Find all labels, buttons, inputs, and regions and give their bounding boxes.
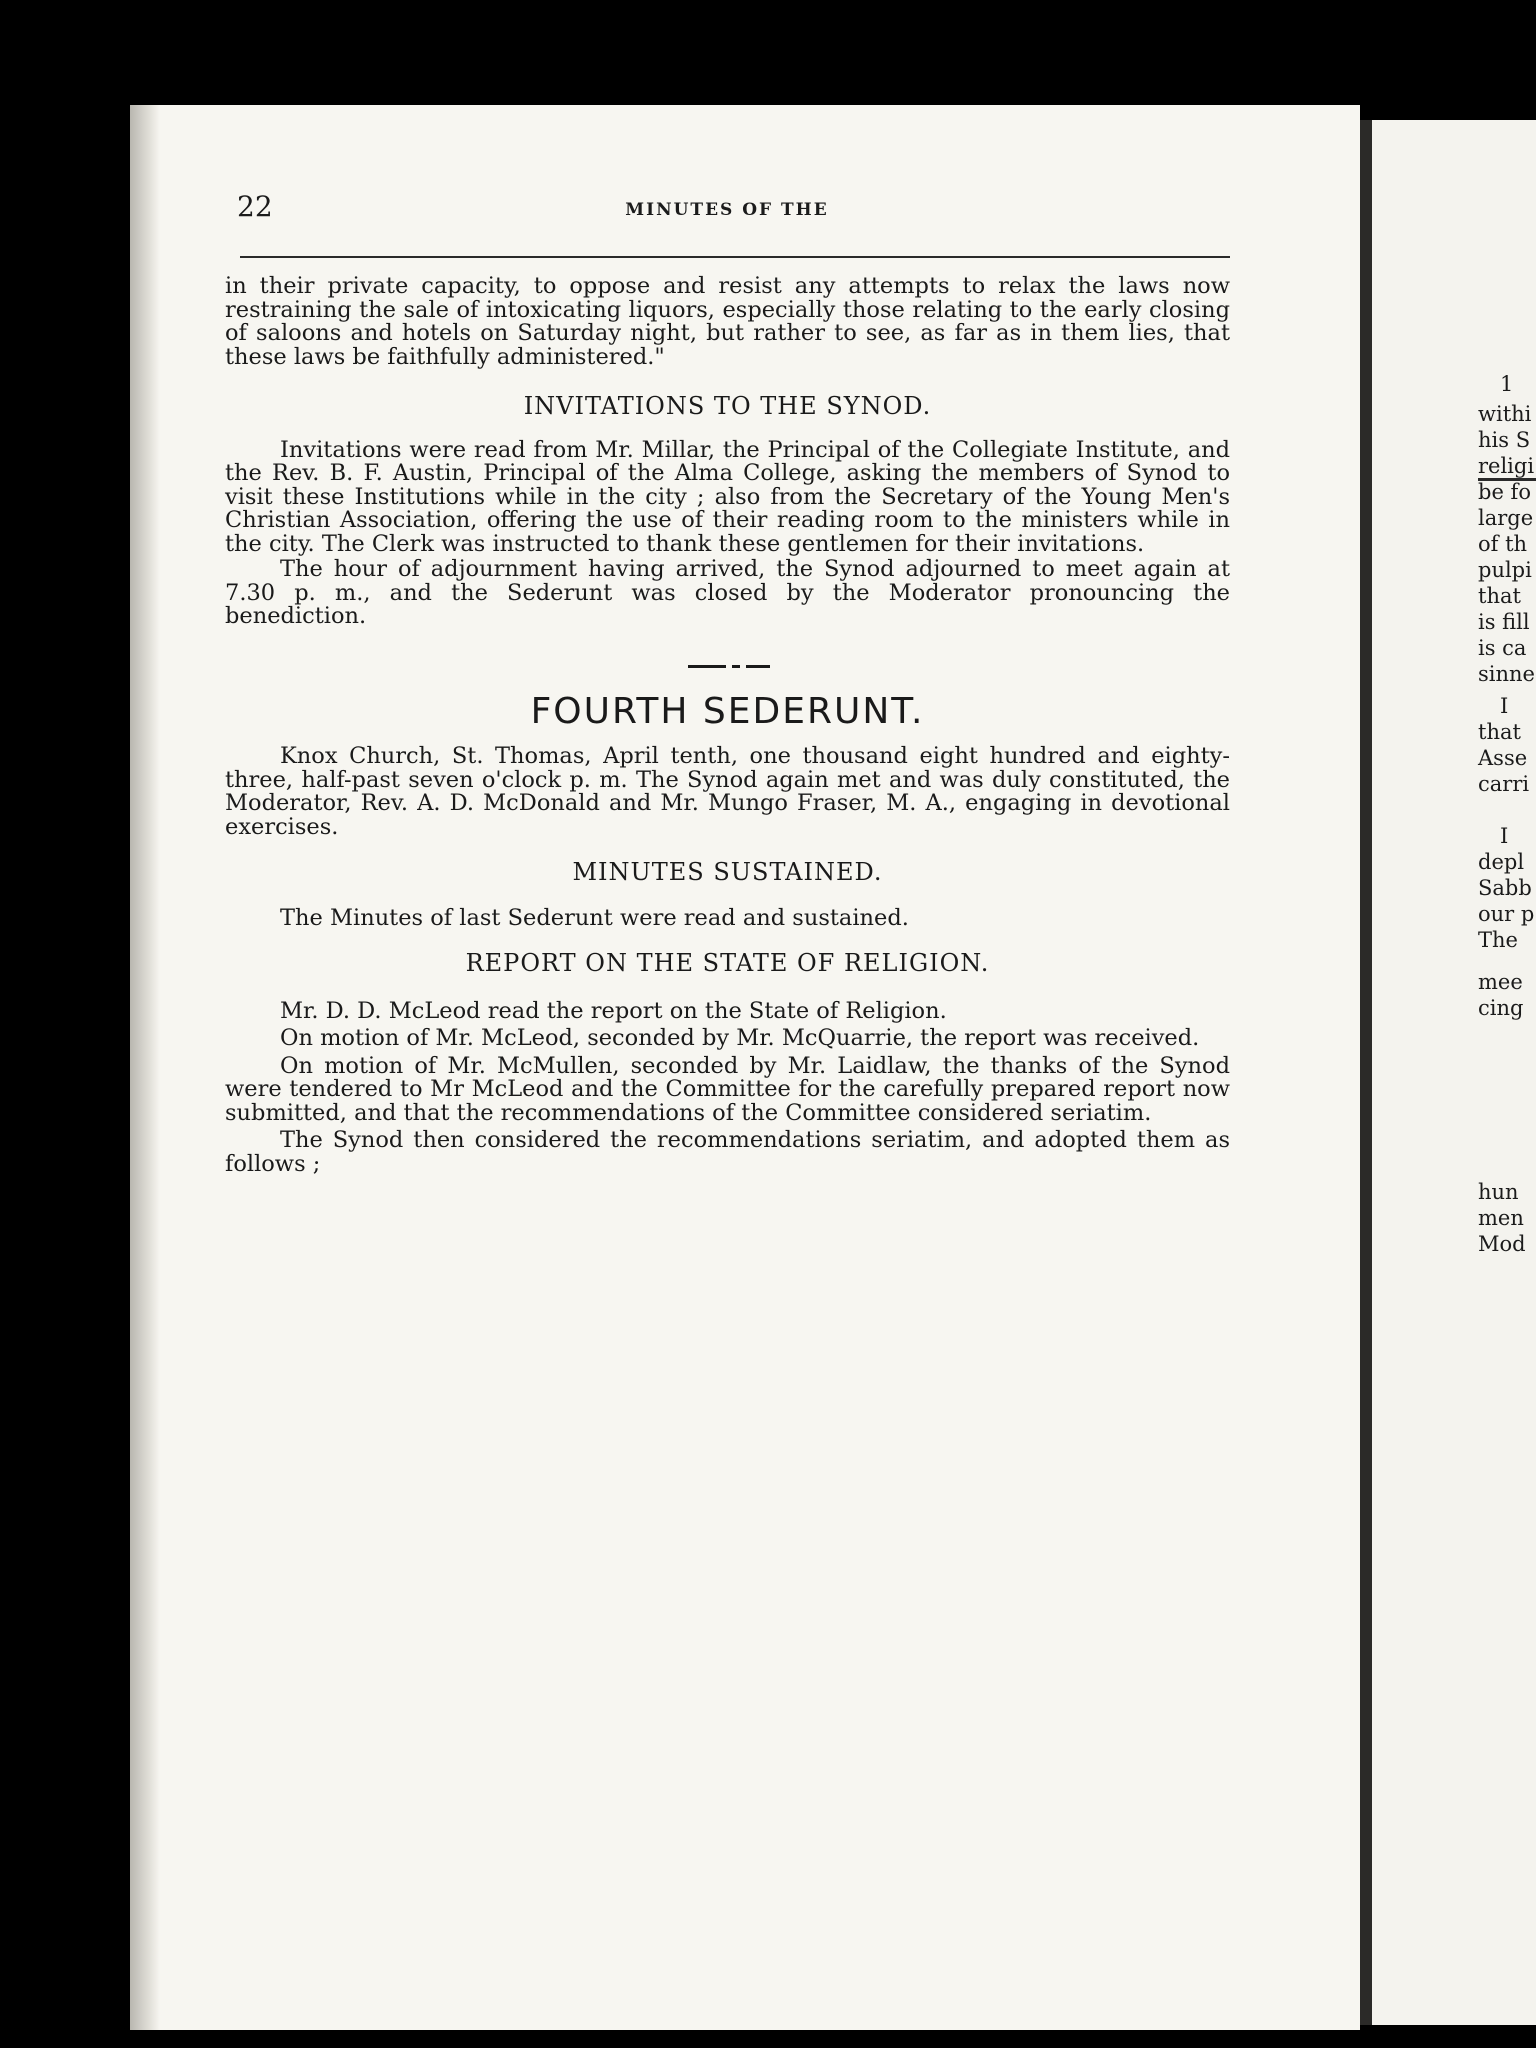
facing-page-line: hun: [1478, 1180, 1519, 1204]
facing-page-line: that: [1478, 584, 1521, 608]
fourth-sederunt-paragraph: Knox Church, St. Thomas, April tenth, one thousand eight hundred and eighty-three, half-past seven o'clock p. m. The Synod again met and was duly constituted, the Moderator, Rev. A. D. McDonald and Mr. Mungo Fraser, M. A., engaging in devotional exercises.: [225, 743, 1230, 840]
facing-page-line: that: [1478, 720, 1521, 744]
facing-page-line: Asse: [1478, 746, 1528, 770]
facing-page-line: mee: [1478, 970, 1523, 994]
facing-page-line: large: [1478, 506, 1534, 530]
report-paragraph-1: Mr. D. D. McLeod read the report on the State of Religion.: [280, 997, 947, 1024]
facing-page-line: his S: [1478, 428, 1531, 452]
facing-page-line: religi: [1478, 454, 1535, 478]
facing-page-line: of th: [1478, 532, 1528, 556]
page-header: [232, 190, 1222, 250]
opening-paragraph: in their private capacity, to oppose and resist any attempts to relax the laws now restraining the sale of intoxicating liquors, especially those relating to the early closing of saloons and hotels on Saturday night, but rather to see, as far as in them lies, that these laws be faithfully administered.": [225, 273, 1230, 370]
facing-page-line: cing: [1478, 996, 1524, 1020]
header-rule: [240, 256, 1230, 258]
page-binding-edge: [130, 105, 160, 2030]
facing-page-line: men: [1478, 1206, 1524, 1230]
facing-page-line: our p: [1478, 902, 1535, 926]
page-number: 22: [237, 190, 273, 223]
page-body: [225, 275, 1230, 1176]
report-paragraph-2: On motion of Mr. McLeod, seconded by Mr. McQuarrie, the report was received.: [280, 1025, 1200, 1051]
report-paragraph-4: The Synod then considered the recommendations seriatim, and adopted them as follows ;: [225, 1127, 1230, 1177]
facing-page-line: depl: [1478, 850, 1525, 874]
facing-page-line: carri: [1478, 772, 1530, 796]
facing-page-line: pulpi: [1478, 558, 1532, 582]
heading-fourth-sederunt: FOURTH SEDERUNT.: [530, 690, 925, 732]
facing-page-line: I: [1500, 694, 1509, 718]
running-head: MINUTES OF THE: [625, 200, 829, 220]
facing-page-line: is ca: [1478, 636, 1527, 660]
heading-minutes-sustained: MINUTES SUSTAINED.: [572, 858, 883, 886]
minutes-paragraph: The Minutes of last Sederunt were read and sustained.: [280, 904, 909, 931]
section-ornament: [688, 665, 768, 668]
invitations-paragraph: Invitations were read from Mr. Millar, the Principal of the Collegiate Institute, and the Rev. B. F. Austin, Principal of the Alma College, asking the members of Synod to visit these Institutions while in the city ; also from the Secretary of the Young Men's Christian Association, offering the use of their reading room to the ministers while in the city. The Clerk was instructed to thank these gentlemen for their invitations.: [225, 436, 1230, 557]
heading-report-religion: REPORT ON THE STATE OF RELIGION.: [465, 949, 990, 977]
facing-page: [1372, 120, 1536, 2025]
facing-page-line: The: [1478, 928, 1518, 952]
facing-page-line: 1: [1500, 372, 1514, 396]
heading-invitations: INVITATIONS TO THE SYNOD.: [523, 392, 932, 420]
report-paragraph-3: On motion of Mr. McMullen, seconded by Mr. Laidlaw, the thanks of the Synod were tendered to Mr McLeod and the Committee for the carefully prepared report now submitted, and that the recommendations of the Committee considered seriatim.: [225, 1052, 1230, 1126]
facing-page-line: I: [1500, 824, 1509, 848]
facing-page-line: is fill: [1478, 610, 1530, 634]
facing-page-line: withi: [1478, 402, 1532, 426]
facing-page-line: be fo: [1478, 480, 1531, 504]
book-gutter: [1360, 120, 1372, 2025]
adjournment-paragraph: The hour of adjournment having arrived, the Synod adjourned to meet again at 7.30 p. m., and the Sederunt was closed by the Moderator pronouncing the benediction.: [225, 556, 1230, 629]
facing-page-line: Sabb: [1478, 876, 1532, 900]
facing-page-line: Mod: [1478, 1232, 1526, 1256]
facing-page-line: sinne: [1478, 662, 1535, 686]
